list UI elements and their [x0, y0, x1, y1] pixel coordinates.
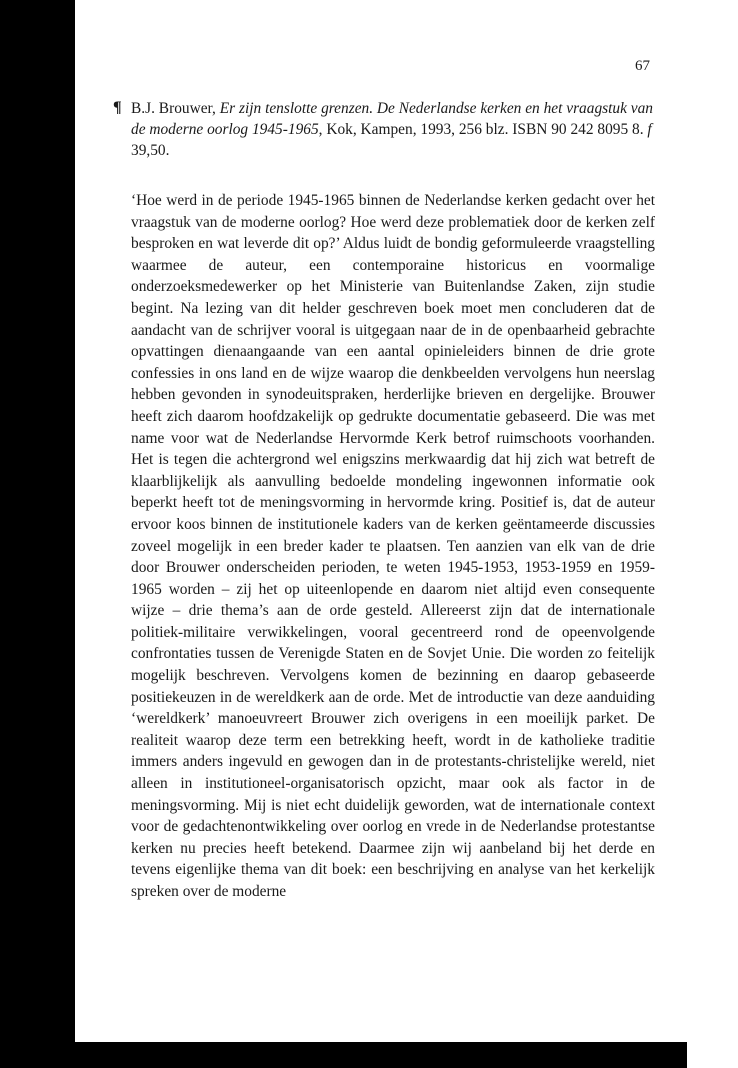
citation-publisher: , Kok, Kampen, 1993, 256 blz. ISBN 90 242 8095 8. [318, 121, 648, 138]
citation-title: Er zijn tenslotte grenzen. De Nederlandse kerken en het vraagstuk van de moderne oorlog 1945-1965 [131, 100, 654, 138]
citation-author: B.J. Brouwer, [131, 100, 216, 117]
pilcrow-icon: ¶ [113, 99, 122, 116]
citation-price-symbol: f [647, 121, 652, 138]
page-number: 67 [635, 58, 650, 74]
review-body: ‘Hoe werd in de periode 1945-1965 binnen de Nederlandse kerken gedacht over het vraagstuk van de moderne oorlog? Hoe werd deze problematiek door de kerken zelf besproken en wat leverde dit op?’ Aldus luidt de bondig geformuleerde vraagstelling waarmee de auteur, een contemporaine historicus en voormalige onderzoeksmedewerker op het Ministerie van Buitenlandse Zaken, zijn studie begint. Na lezing van dit helder geschreven boek moet men concluderen dat de aandacht van de schrijver vooral is uitgegaan naar de in de openbaarheid gebrachte opvattingen dienaangaande van een aantal opinieleiders binnen de drie grote confessies in ons land en de wijze waarop die denkbeelden vervolgens hun neerslag hebben gevonden in synodeuitspraken, herderlijke brieven en dergelijke. Brouwer heeft zich daarom hoofdzakelijk op gedrukte documentatie gebaseerd. Die was met name voor wat de Nederlandse Hervormde Kerk betrof ruimschoots voorhanden. Het is tegen die achtergrond wel enigszins merkwaardig dat hij zich wat betreft de klaarblijkelijk als aanvulling bedoelde mondeling ingewonnen informatie ook beperkt heeft tot de meningsvorming in hervormde kring. Positief is, dat de auteur ervoor koos binnen de institutionele kaders van de kerken geëntameerde discussies zoveel mogelijk in een breder kader te plaatsen. Ten aanzien van elk van de drie door Brouwer onderscheiden perioden, te weten 1945-1953, 1953-1959 en 1959-1965 worden – zij het op uiteenlopende en daarom niet altijd even consequente wijze – drie thema’s aan de orde gesteld. Allereerst zijn dat de internationale politiek-militaire verwikkelingen, vooral gecentreerd rond de opeenvolgende confrontaties tussen de Verenigde Staten en de Sovjet Unie. Die worden zo feitelijk mogelijk beschreven. Vervolgens komen de bezinning en daarop gebaseerde positiekeuzen in de wereldkerk aan de orde. Met de introductie van deze aanduiding ‘wereldkerk’ manoeuvreert Brouwer zich overigens in een moeilijk parket. De realiteit waarop deze term een betrekking heeft, wordt in de katholieke traditie immers anders ingevuld en gewogen dan in de protestants-christelijke wereld, niet alleen in institutioneel-organisatorisch opzicht, maar ook als factor in de meningsvorming. Mij is niet echt duidelijk geworden, wat de internationale context voor de gedachtenontwikkeling over oorlog en vrede in de Nederlandse protestantse kerken nu precies heeft betekend. Daarmee zijn wij aanbeland bij het derde en tevens eigenlijke thema van dit boek: een beschrijving en analyse van het kerkelijk spreken over de moderne [131, 192, 655, 900]
scan-left-border [0, 0, 75, 1068]
citation-price: 39,50. [131, 142, 170, 159]
scan-bottom-border [75, 1042, 687, 1068]
book-citation [131, 98, 655, 161]
